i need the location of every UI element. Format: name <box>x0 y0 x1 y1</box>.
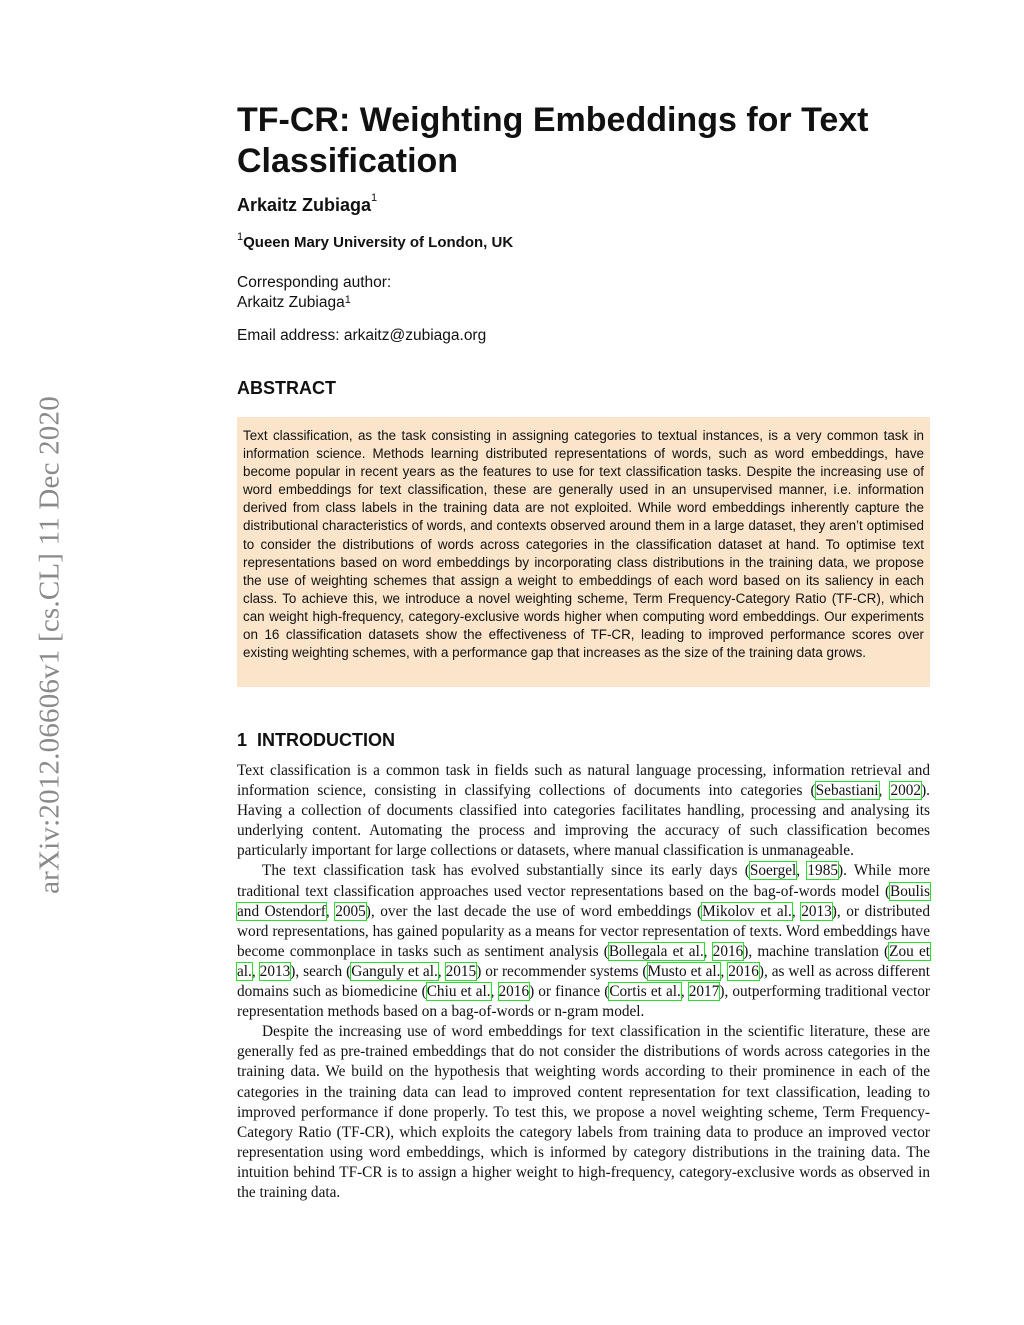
citation-year-link[interactable]: 2016 <box>498 983 530 1001</box>
section-number: 1 <box>237 730 248 750</box>
citation-year-link[interactable]: 2016 <box>712 942 744 960</box>
text-run: ), as well as across different domains such as biomedicine ( <box>237 962 931 1001</box>
text-run: , <box>325 902 336 920</box>
text-run: ), outperforming traditional vector representation methods based on a bag-of-words or n-gram model. <box>237 983 930 1021</box>
corresponding-label: Corresponding author: <box>237 274 392 291</box>
abstract-heading: ABSTRACT <box>237 378 336 398</box>
corresponding-author <box>237 273 391 313</box>
text-run: ) or finance ( <box>529 983 610 1001</box>
text-run: ), over the last decade the use of word embeddings ( <box>365 902 703 920</box>
citation-year-link[interactable]: 2013 <box>801 902 832 920</box>
intro-paragraph-2 <box>237 861 930 1022</box>
author-name: Arkaitz Zubiaga <box>237 195 372 215</box>
affiliation <box>237 231 514 251</box>
citation-link[interactable]: Cortis et al. <box>609 983 681 1001</box>
paper-title <box>237 100 930 182</box>
text-run: , <box>703 942 713 960</box>
title-line-2: Classification <box>237 142 459 180</box>
text-run: The text classification task has evolved substantially since its early days ( <box>262 862 750 880</box>
email-label: Email address: <box>237 327 340 344</box>
title-line-1: TF-CR: Weighting Embeddings for Text <box>237 101 869 139</box>
citation-link[interactable]: Musto et al. <box>647 962 721 980</box>
text-run: , <box>791 902 802 920</box>
text-run: ), or distributed word representations, has gained popularity as a means for vector representation of texts. Word embeddings have become commonplace in tasks such as sentiment analysis ( <box>237 902 930 960</box>
text-run: , <box>878 782 891 800</box>
text-run: , <box>796 862 808 880</box>
text-run: ). While more traditional text classification approaches used vector representations based on the bag-of-words model ( <box>237 862 930 900</box>
citation-year-link[interactable]: 2013 <box>259 962 291 980</box>
citation-year-link[interactable]: 2005 <box>335 902 366 920</box>
section-title: INTRODUCTION <box>257 730 396 750</box>
text-run: ) or recommender systems ( <box>476 962 648 980</box>
citation-link[interactable]: Boulis and Ostendorf <box>237 882 930 920</box>
text-run: ). Having a collection of documents classified into categories facilitates handling, processing and analysing its underlying content. Automating the process and improving the accuracy of such classification becomes particularly important for large collections or datasets, where manual classification is unmanageable. <box>237 782 930 860</box>
citation-year-link[interactable]: 2017 <box>688 983 720 1001</box>
citation-link[interactable]: Chiu et al. <box>426 983 491 1001</box>
email-line <box>237 327 486 345</box>
text-run: , <box>490 983 499 1001</box>
citation-year-link[interactable]: 2002 <box>890 782 922 800</box>
citation-year-link[interactable]: 2015 <box>445 962 477 980</box>
text-run: ), machine translation ( <box>743 942 890 960</box>
author-line <box>237 192 378 216</box>
affiliation-mark: 1 <box>237 231 244 243</box>
text-run: ), search ( <box>290 962 352 980</box>
arxiv-identifier: arXiv:2012.06606v1 [cs.CL] 11 Dec 2020 <box>33 396 66 894</box>
text-run: Text classification is a common task in fields such as natural language processing, information retrieval and information science, consisting in classifying collections of documents into categories ( <box>237 762 930 800</box>
affiliation-text: Queen Mary University of London, UK <box>243 234 514 251</box>
text-run: , <box>437 962 446 980</box>
citation-year-link[interactable]: 1985 <box>807 862 838 880</box>
citation-link[interactable]: Sebastiani <box>815 782 879 800</box>
corresponding-mark: 1 <box>344 294 351 306</box>
introduction-heading <box>237 730 395 751</box>
citation-link[interactable]: Mikolov et al. <box>702 902 792 920</box>
introduction-body <box>237 761 930 1203</box>
text-run: , <box>680 983 689 1001</box>
corresponding-name: Arkaitz Zubiaga <box>237 294 345 311</box>
citation-year-link[interactable]: 2016 <box>728 962 759 980</box>
intro-paragraph-3: Despite the increasing use of word embeddings for text classification in the scientific literature, these are generally fed as pre-trained embeddings that do not consider the distributions of words across categories in the training data. We build on the hypothesis that weighting words according to their prominence in each of the categories in the training data can lead to improved content representation for text classification, leading to improved performance if done properly. To test this, we propose a novel weighting scheme, Term Frequency-Category Ratio (TF-CR), which exploits the category labels from training data to produce an improved vector representation using word embeddings, which is informed by category distributions in the training data. The intuition behind TF-CR is to assign a higher weight to high-frequency, category-exclusive words as observed in the training data. <box>237 1023 930 1201</box>
text-run: , <box>251 962 260 980</box>
citation-link[interactable]: Ganguly et al. <box>351 962 438 980</box>
text-run: , <box>720 962 729 980</box>
intro-paragraph-1 <box>237 761 930 861</box>
author-affil-mark: 1 <box>371 192 378 204</box>
citation-link[interactable]: Zou et al. <box>237 942 931 980</box>
email-address[interactable]: arkaitz@zubiaga.org <box>343 327 487 344</box>
citation-link[interactable]: Soergel <box>749 862 797 880</box>
abstract-box <box>237 417 930 687</box>
abstract-text: Text classification, as the task consisting in assigning categories to textual instances, is a very common task in information science. Methods learning distributed representations of words, such as word embeddings, have become popular in recent years as the features to use for text classification tasks. Despite the increasing use of word embeddings for text classification, these are generally used in an unsupervised manner, i.e. information derived from class labels in the training data are not exploited. While word embeddings inherently capture the distributional characteristics of words, and contexts observed around them in a large dataset, they aren’t optimised to consider the distributions of words across categories in the classification dataset at hand. To optimise text representations based on word embeddings by incorporating class distributions in the training data, we propose the use of weighting schemes that assign a weight to embeddings of each word based on its saliency in each class. To achieve this, we introduce a novel weighting scheme, Term Frequency-Category Ratio (TF-CR), which can weight high-frequency, category-exclusive words higher when computing word embeddings. Our experiments on 16 classification datasets show the effectiveness of TF-CR, leading to improved performance scores over existing weighting schemes, with a performance gap that increases as the size of the training data grows. <box>243 428 924 661</box>
citation-link[interactable]: Bollegala et al. <box>608 942 704 960</box>
